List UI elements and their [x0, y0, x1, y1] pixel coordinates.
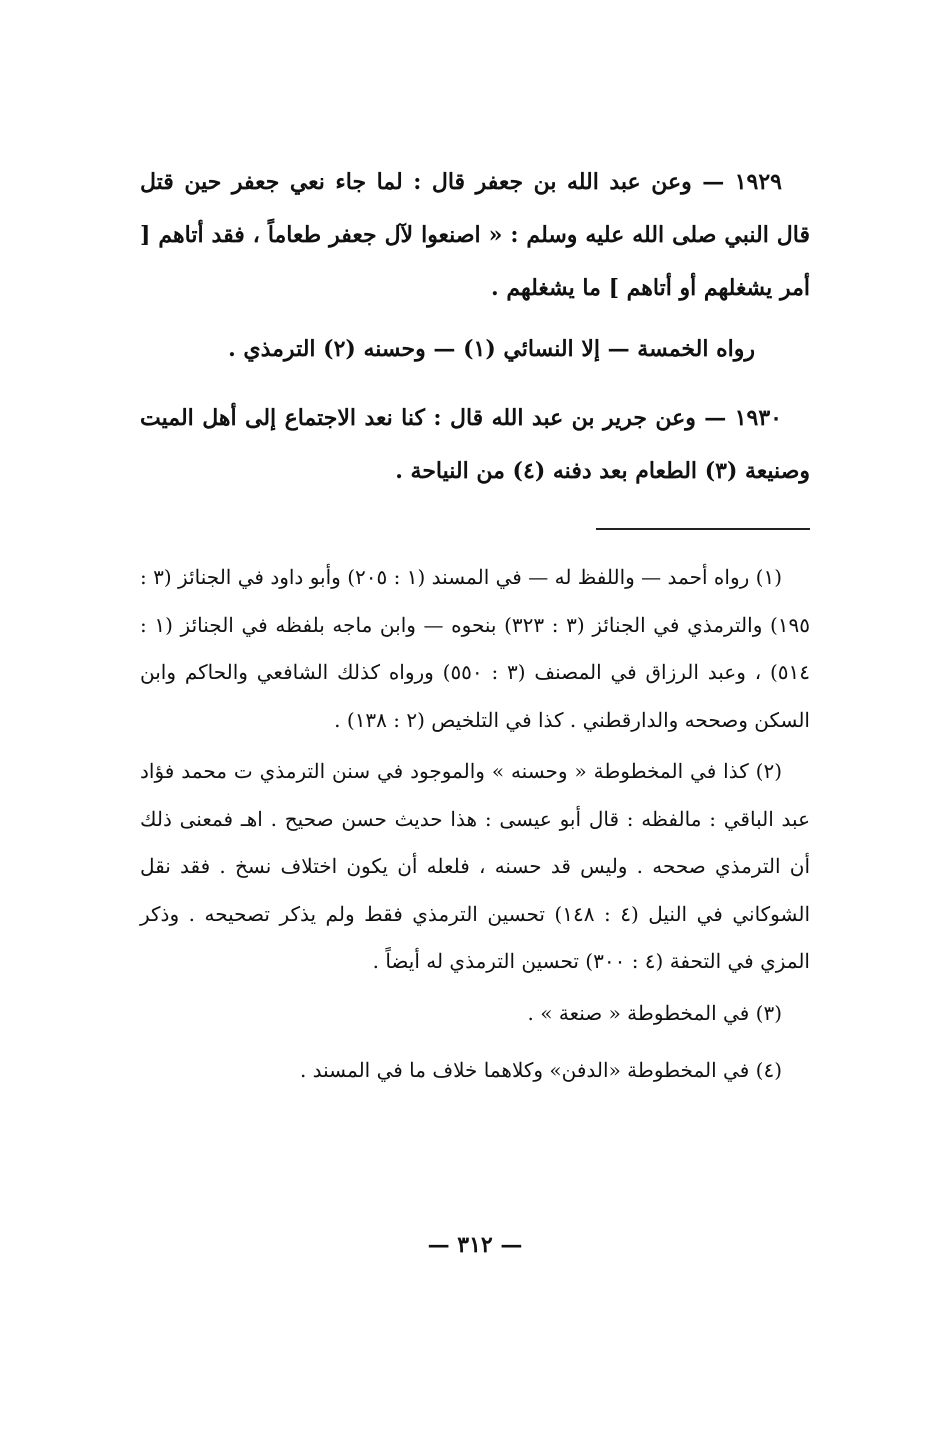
- page-body: [140, 150, 810, 1105]
- hadith-1930: ١٩٣٠ — وعن جرير بن عبد الله قال : كنا نعد الاجتماع إلى أهل الميت وصنيعة (٣) الطعام بعد دفنه (٤) من النياحة .: [140, 405, 810, 484]
- page-number: — ٣١٢ —: [427, 1232, 523, 1258]
- main-text: [140, 156, 810, 498]
- footnote-2: (٢) كذا في المخطوطة « وحسنه » والموجود في سنن الترمذي ت محمد فؤاد عبد الباقي : مالفظه : قال أبو عيسى : هذا حديث حسن صحيح . اهـ فمعنى ذلك أن الترمذي صححه . وليس قد حسنه ، فلعله أن يكون اختلاف نسخ . فقد نقل الشوكاني في النيل (٤ : ١٤٨) تحسين الترمذي فقط ولم يذكر تصحيحه . وذكر المزي في التحفة (٤ : ٣٠٠) تحسين الترمذي له أيضاً .: [140, 759, 811, 973]
- footnote-1: (١) رواه أحمد — واللفظ له — في المسند (١ : ٢٠٥) وأبو داود في الجنائز (٣ : ١٩٥) والترمذي في الجنائز (٣ : ٣٢٣) بنحوه — وابن ماجه بلفظه في الجنائز (١ : ٥١٤) ، وعبد الرزاق في المصنف (٣ : ٥٥٠) ورواه كذلك الشافعي والحاكم وابن السكن وصححه والدارقطني . كذا في التلخيص (٢ : ١٣٨) .: [140, 565, 811, 732]
- hadith-1929: ١٩٢٩ — وعن عبد الله بن جعفر قال : لما جاء نعي جعفر حين قتل قال النبي صلى الله عليه وسلم : « اصنعوا لآل جعفر طعاماً ، فقد أتاهم [ أمر يشغلهم أو أتاهم ] ما يشغلهم .: [140, 169, 810, 301]
- footnote-separator: [596, 528, 810, 530]
- footnotes: [140, 554, 810, 1095]
- hadith-1929-source: رواه الخمسة — إلا النسائي (١) — وحسنه (٢) الترمذي .: [228, 336, 755, 362]
- footnote-4: (٤) في المخطوطة «الدفن» وكلاهما خلاف ما في المسند .: [299, 1058, 782, 1082]
- footnote-3: (٣) في المخطوطة « صنعة » .: [527, 1000, 782, 1025]
